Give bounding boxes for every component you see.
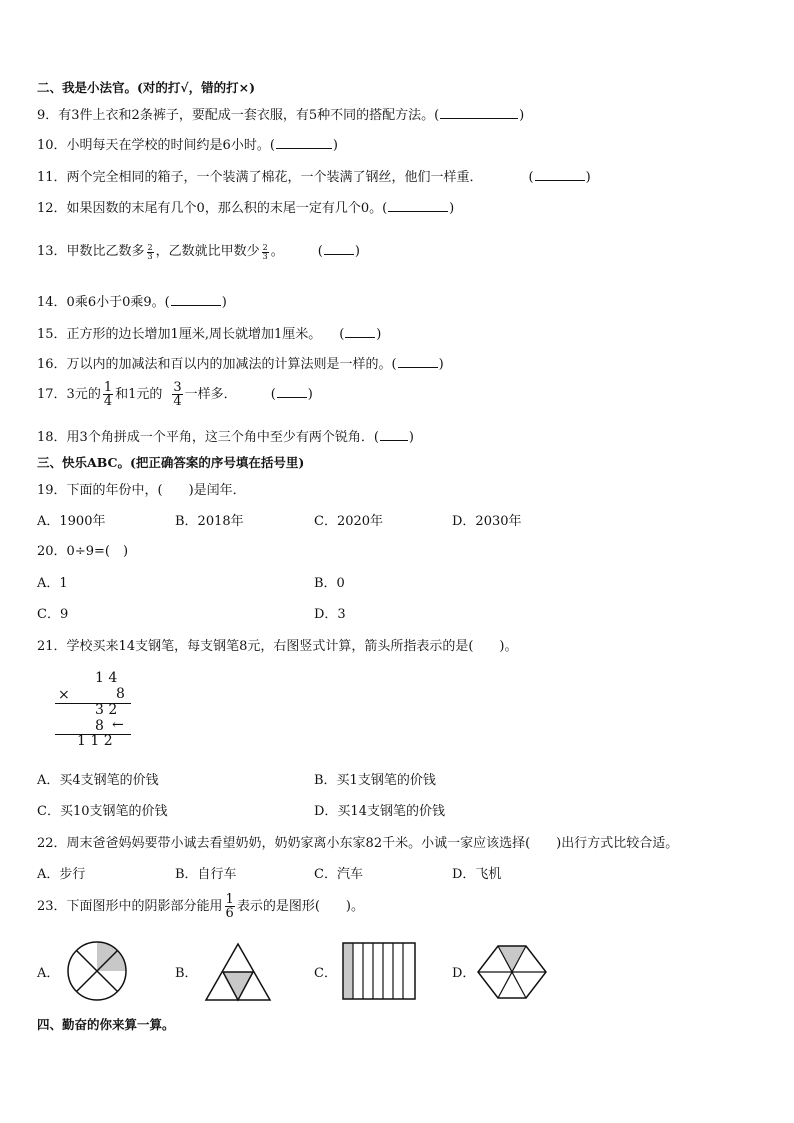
answer-blank[interactable] — [388, 200, 448, 212]
rectangle-strips-figure[interactable] — [342, 942, 416, 1000]
answer-blank[interactable] — [380, 429, 408, 441]
q21-option-b[interactable]: B．买1支钢笔的价钱 — [314, 773, 436, 788]
q19-option-b[interactable]: B．2018年 — [175, 514, 244, 529]
q23-option-a[interactable]: A． — [37, 966, 60, 981]
question-11: 11．两个完全相同的箱子，一个装满了棉花，一个装满了钢丝，他们一样重． ( ) — [37, 170, 591, 185]
q22-option-b[interactable]: B．自行车 — [175, 867, 237, 882]
q20-option-d[interactable]: D．3 — [314, 607, 346, 622]
question-21-stem: 21．学校买来14支钢笔，每支钢笔8元，右图竖式计算，箭头所指表示的是( )。 — [37, 639, 518, 654]
arrow-icon: ← — [112, 717, 124, 733]
question-9: 9．有3件上衣和2条裤子，要配成一套衣服，有5种不同的搭配方法。( ) — [37, 108, 525, 123]
question-22-stem: 22．周末爸爸妈妈要带小诚去看望奶奶，奶奶家离小东家82千米。小诚一家应该选择( )出行方式比较合适。 — [37, 836, 679, 851]
question-18: 18．用3个角拼成一个平角，这三个角中至少有两个锐角．( ) — [37, 430, 414, 445]
partial-product-1: 3 2 — [95, 702, 118, 718]
product: 1 1 2 — [77, 733, 113, 749]
question-19-stem: 19．下面的年份中，( )是闰年． — [37, 483, 246, 498]
q20-option-c[interactable]: C．9 — [37, 607, 69, 622]
question-13: 13．甲数比乙数多 $\frac{2}{3}$ ，乙数就比甲数少 $\frac{2}{3}$ 。 ( ) — [37, 242, 360, 261]
q19-option-a[interactable]: A．1900年 — [37, 514, 106, 529]
times-sign: × — [58, 687, 70, 703]
q23-option-b[interactable]: B． — [175, 966, 198, 981]
q21-option-c[interactable]: C．买10支钢笔的价钱 — [37, 804, 168, 819]
fraction: $\frac{3}{4}$ — [173, 380, 182, 409]
question-15: 15．正方形的边长增加1厘米,周长就增加1厘米。 ( ) — [37, 327, 382, 342]
q23-option-c[interactable]: C． — [314, 966, 337, 981]
q21-option-a[interactable]: A．买4支钢笔的价钱 — [37, 773, 159, 788]
question-20-stem: 20．0÷9=( ) — [37, 544, 129, 559]
fraction: $\frac{2}{3}$ — [262, 242, 268, 261]
answer-blank[interactable] — [276, 137, 332, 149]
answer-blank[interactable] — [398, 356, 438, 368]
answer-blank[interactable] — [171, 294, 221, 306]
q22-option-c[interactable]: C．汽车 — [314, 867, 363, 882]
q21-option-d[interactable]: D．买14支钢笔的价钱 — [314, 804, 445, 819]
question-14: 14．0乘6小于0乘9。( ) — [37, 295, 227, 310]
answer-blank[interactable] — [277, 386, 307, 398]
answer-blank[interactable] — [345, 326, 375, 338]
section-4-title: 四、勤奋的你来算一算。 — [37, 1017, 175, 1032]
triangle-quarters-figure[interactable] — [204, 942, 272, 1002]
question-10: 10．小明每天在学校的时间约是6小时。( ) — [37, 138, 338, 153]
fraction: $\frac{1}{6}$ — [225, 892, 234, 921]
fraction: $\frac{1}{4}$ — [103, 380, 113, 409]
multiplier: 8 — [116, 686, 125, 702]
vertical-multiplication — [55, 670, 135, 750]
q22-option-d[interactable]: D．飞机 — [452, 867, 502, 882]
divider-line — [55, 703, 131, 704]
q20-option-b[interactable]: B．0 — [314, 576, 345, 591]
q19-option-d[interactable]: D．2030年 — [452, 514, 522, 529]
q19-option-c[interactable]: C．2020年 — [314, 514, 384, 529]
circle-quarters-figure[interactable] — [66, 940, 128, 1002]
partial-product-2: 8 — [95, 718, 104, 734]
question-17: 17．3元的 $\frac{1}{4}$ 和1元的 $\frac{3}{4}$ 一样多． ( ) — [37, 380, 313, 409]
q23-option-d[interactable]: D． — [452, 966, 476, 981]
q22-option-a[interactable]: A．步行 — [37, 867, 86, 882]
answer-blank[interactable] — [440, 107, 518, 119]
section-2-title: 二、我是小法官。(对的打√，错的打×) — [37, 80, 256, 95]
answer-blank[interactable] — [535, 169, 585, 181]
hexagon-sixths-figure[interactable] — [476, 942, 548, 1002]
question-23-stem: 23．下面图形中的阴影部分能用 $\frac{1}{6}$ 表示的是图形( )。 — [37, 892, 364, 921]
q20-option-a[interactable]: A．1 — [37, 576, 68, 591]
question-16: 16．万以内的加减法和百以内的加减法的计算法则是一样的。( ) — [37, 357, 444, 372]
fraction: $\frac{2}{3}$ — [147, 242, 153, 261]
answer-blank[interactable] — [324, 243, 354, 255]
multiplicand: 1 4 — [95, 670, 118, 686]
section-3-title: 三、快乐ABC。(把正确答案的序号填在括号里) — [37, 455, 305, 470]
question-12: 12．如果因数的末尾有几个0，那么积的末尾一定有几个0。( ) — [37, 201, 455, 216]
